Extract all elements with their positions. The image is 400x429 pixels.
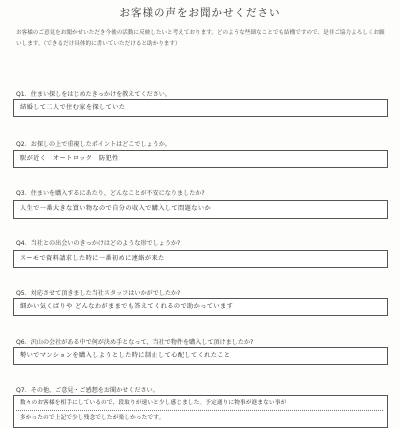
page-title: お客様の声をお聞かせください bbox=[119, 7, 281, 19]
answer-1-text: 結婚して二人で住む家を探していた bbox=[20, 104, 126, 111]
answer-box-1 bbox=[13, 99, 388, 117]
answer-box-2 bbox=[13, 150, 388, 168]
answer-box-4 bbox=[13, 250, 388, 268]
answer-box-5 bbox=[13, 298, 388, 316]
answer-box-7 bbox=[13, 395, 388, 428]
answer-box-3 bbox=[13, 200, 388, 219]
answer-7-line-1: 数々のお客様を相手にしているので、段取りが速いと少し感じました。予定通りに物事が進まない事が bbox=[20, 400, 287, 406]
answer-4-text: スーモで資料請求した時に一番初めに連絡が来た bbox=[20, 255, 165, 262]
answer-6-text: 勢いでマンションを購入しようとした時に制止して心配してくれたこと bbox=[20, 352, 231, 359]
question-3-label: Q3．住まいを購入するにあたり、どんなことが不安になりましたか? bbox=[16, 190, 205, 197]
answer-2-text: 駅が近く オートロック 防犯性 bbox=[20, 155, 119, 162]
question-2-label: Q2．お探しの上で重視したポイントはどこでしょうか。 bbox=[16, 141, 171, 148]
intro-text: お客様のご意見をお聞かせいただき今後の活動に反映したいと考えております。どのような些細なことでも結構ですので、是非ご協力よろしくお願いします。（できるだけ具体的に書いていただけると助かります） bbox=[16, 30, 385, 47]
question-6-label: Q6．沢山の会社がある中で何が決め手となって、当社で物件を購入して頂けましたか? bbox=[16, 339, 254, 346]
question-7-label: Q7．その他、ご意見・ご感想をお聞かせください。 bbox=[16, 387, 159, 394]
answer-box-6 bbox=[13, 347, 388, 365]
question-1-label: Q1．住まい探しをはじめたきっかけを教えてください。 bbox=[16, 91, 171, 98]
answer-7-divider bbox=[16, 410, 383, 411]
question-5-label: Q5．対応させて頂きました当社スタッフはいかがでしたか? bbox=[16, 290, 181, 297]
answer-3-text: 人生で一番大きな買い物なので自分の収入で購入して問題ないか bbox=[20, 205, 212, 212]
answer-7-line-2: 多かったので上記で少し残念でしたが楽しかったです。 bbox=[20, 415, 165, 421]
answer-5-text: 細かい気くばりや どんなわがままでも答えてくれるので助かっています bbox=[20, 303, 234, 310]
question-4-label: Q4．当社との出会いのきっかけはどのような形でしょうか? bbox=[16, 240, 181, 247]
